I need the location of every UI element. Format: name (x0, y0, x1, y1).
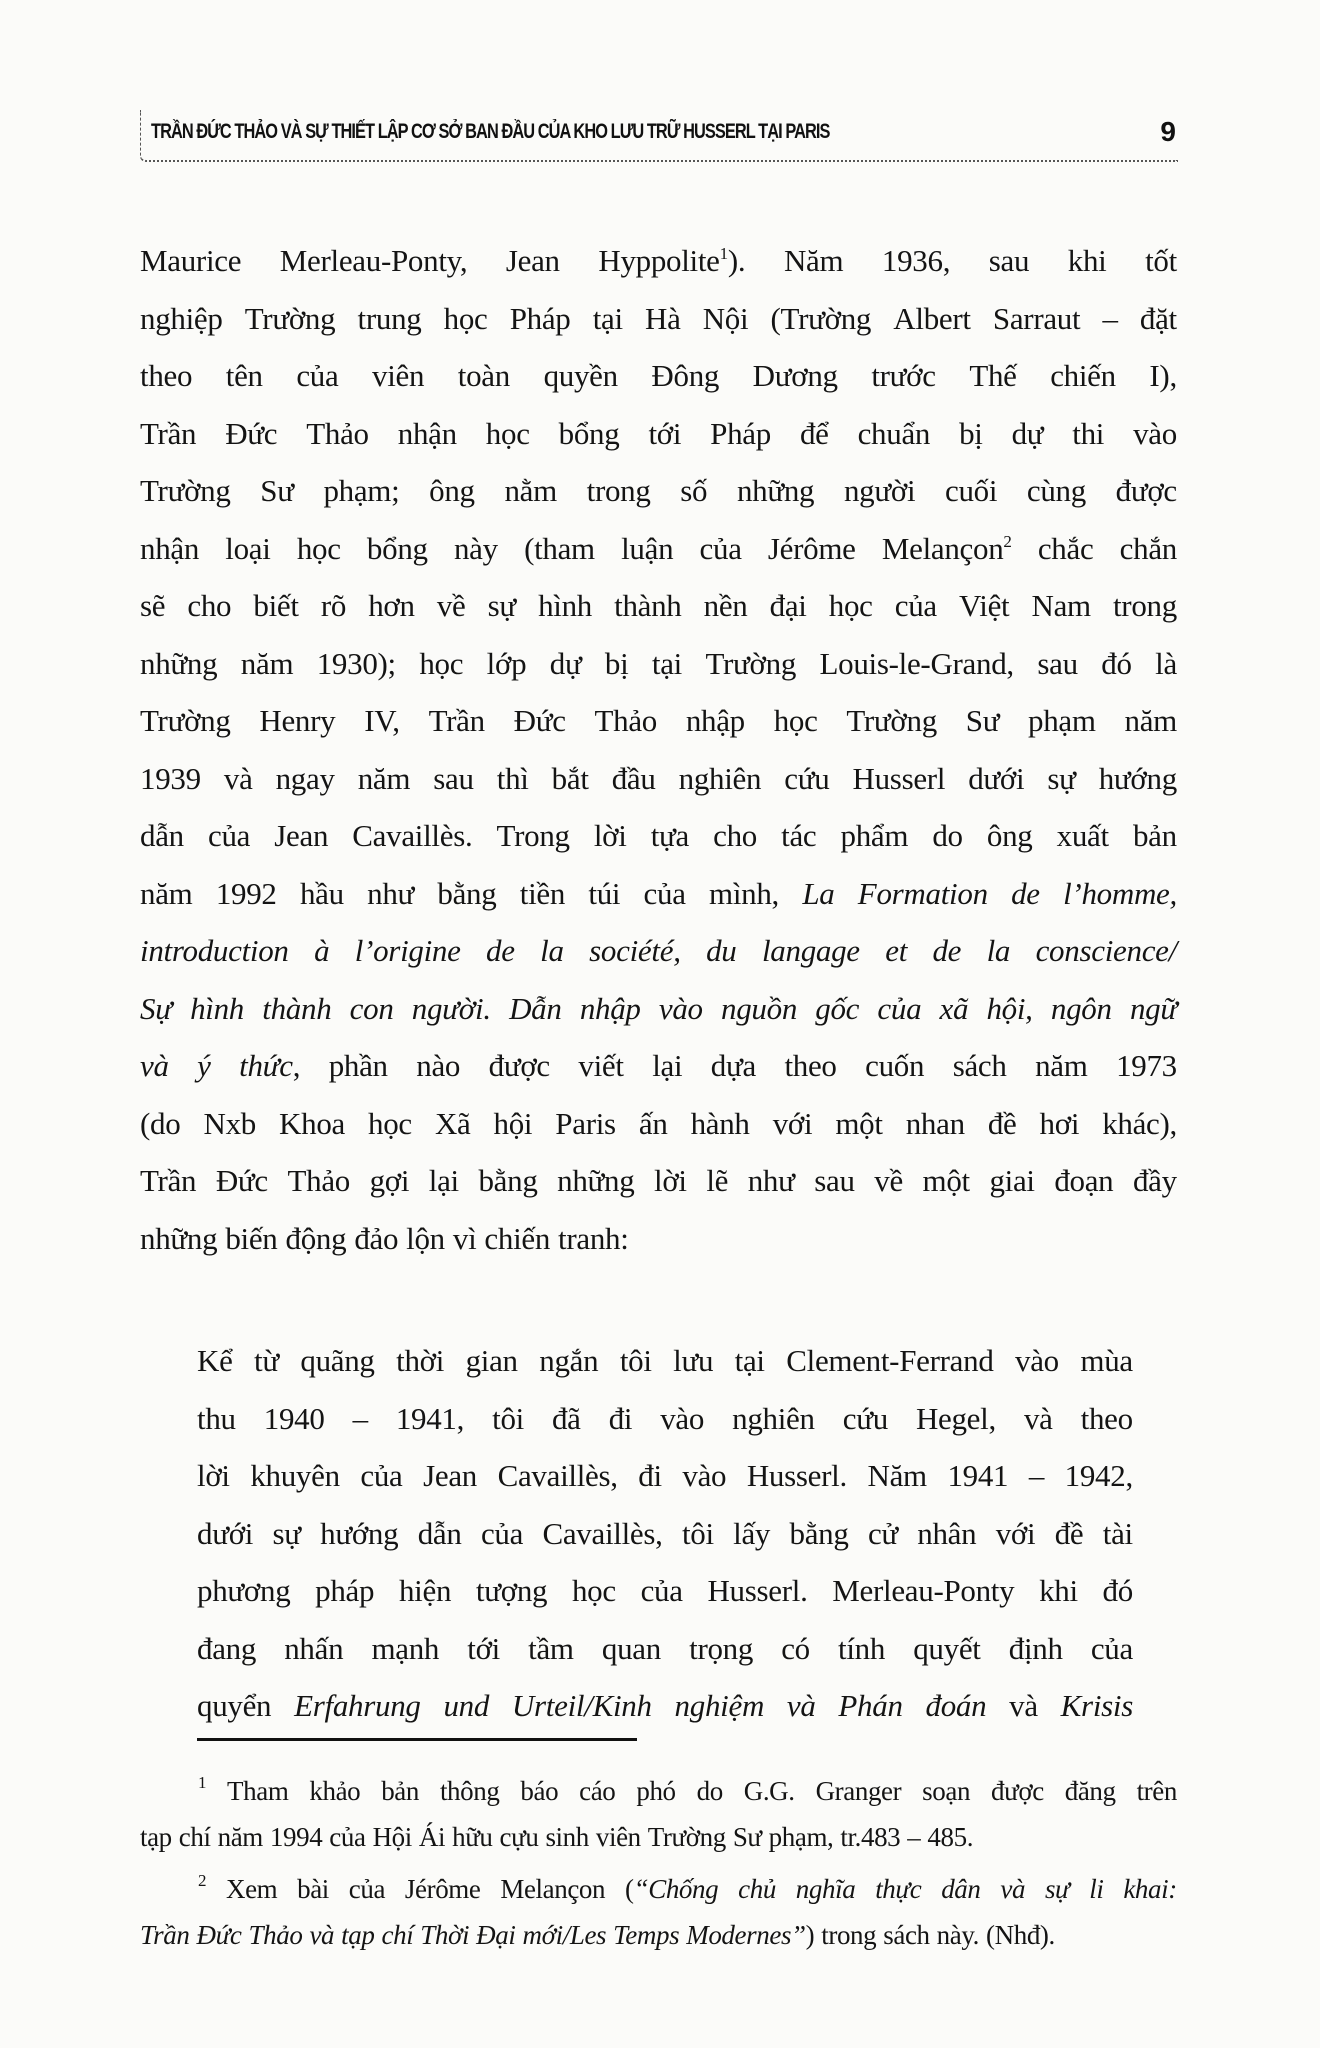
body-line: và ý thức, phần nào được viết lại dựa theo cuốn sách năm 1973 (140, 1048, 1177, 1083)
footnotes (140, 1768, 1177, 1958)
body-line: Trần Đức Thảo gợi lại bằng những lời lẽ như sau về một giai đoạn đầy (140, 1163, 1177, 1198)
quote-line: dưới sự hướng dẫn của Cavaillès, tôi lấy bằng cử nhân với đề tài (197, 1515, 1133, 1551)
body-line: (do Nxb Khoa học Xã hội Paris ấn hành với một nhan đề hơi khác), (140, 1105, 1177, 1141)
footnote-line: tạp chí năm 1994 của Hội Ái hữu cựu sinh viên Trường Sư phạm, tr.483 – 485. (140, 1822, 974, 1852)
quote-line: lời khuyên của Jean Cavaillès, đi vào Husserl. Năm 1941 – 1942, (197, 1458, 1133, 1493)
quote-line: phương pháp hiện tượng học của Husserl. Merleau-Ponty khi đó (197, 1573, 1133, 1608)
body-line: những năm 1930); học lớp dự bị tại Trường Louis-le-Grand, sau đó là (140, 645, 1177, 681)
footnote-separator (197, 1738, 637, 1741)
body-line: 1939 và ngay năm sau thì bắt đầu nghiên cứu Husserl dưới sự hướng (140, 760, 1177, 796)
body-line: Trường Henry IV, Trần Đức Thảo nhập học Trường Sư phạm năm (140, 703, 1177, 738)
body-line: nhận loại học bổng này (tham luận của Jérôme Melançon$^2$ chắc chắn (140, 530, 1177, 566)
body-line: Maurice Merleau-Ponty, Jean Hyppolite$^1$). Năm 1936, sau khi tốt (140, 243, 1177, 278)
footnote-line: $^1$ Tham khảo bản thông báo cáo phó do G.G. Granger soạn được đăng trên (198, 1773, 1177, 1806)
body-line: những biến động đảo lộn vì chiến tranh: (140, 1220, 629, 1256)
body-line: Trường Sư phạm; ông nằm trong số những người cuối cùng được (140, 473, 1177, 508)
block-quote (197, 1332, 1133, 1735)
body-line: nghiệp Trường trung học Pháp tại Hà Nội (Trường Albert Sarraut – đặt (140, 300, 1177, 336)
body-line: dẫn của Jean Cavaillès. Trong lời tựa cho tác phẩm do ông xuất bản (140, 818, 1177, 853)
quote-line: quyển Erfahrung und Urteil/Kinh nghiệm và Phán đoán và Krisis (197, 1688, 1133, 1723)
footnote-line: Trần Đức Thảo và tạp chí Thời Đại mới/Les Temps Modernes”) trong sách này. (Nhđ). (140, 1920, 1055, 1950)
body-line: introduction à l’origine de la société, du langage et de la conscience/ (140, 933, 1177, 968)
body-line: Sự hình thành con người. Dẫn nhập vào nguồn gốc của xã hội, ngôn ngữ (140, 990, 1177, 1026)
page-number: 9 (1160, 116, 1176, 147)
body-line: theo tên của viên toàn quyền Đông Dương trước Thế chiến I), (140, 358, 1177, 393)
body-line: năm 1992 hầu như bằng tiền túi của mình, La Formation de l’homme, (140, 875, 1177, 911)
quote-line: đang nhấn mạnh tới tầm quan trọng có tính quyết định của (197, 1630, 1133, 1666)
body-line: Trần Đức Thảo nhận học bổng tới Pháp để chuẩn bị dự thi vào (140, 415, 1177, 451)
quote-line: Kể từ quãng thời gian ngắn tôi lưu tại Clement-Ferrand vào mùa (197, 1343, 1133, 1378)
main-paragraph (140, 232, 1177, 1267)
footnote-line: $^2$ Xem bài của Jérôme Melançon (“Chống chủ nghĩa thực dân và sự li khai: (198, 1871, 1177, 1904)
body-line: sẽ cho biết rõ hơn về sự hình thành nền đại học của Việt Nam trong (140, 588, 1177, 623)
running-header (140, 110, 1178, 162)
running-title: TRẦN ĐỨC THẢO VÀ SỰ THIẾT LẬP CƠ SỞ BAN ĐẦU CỦA KHO LƯU TRỮ HUSSERL TẠI PARIS (151, 120, 830, 143)
quote-line: thu 1940 – 1941, tôi đã đi vào nghiên cứu Hegel, và theo (197, 1400, 1133, 1436)
